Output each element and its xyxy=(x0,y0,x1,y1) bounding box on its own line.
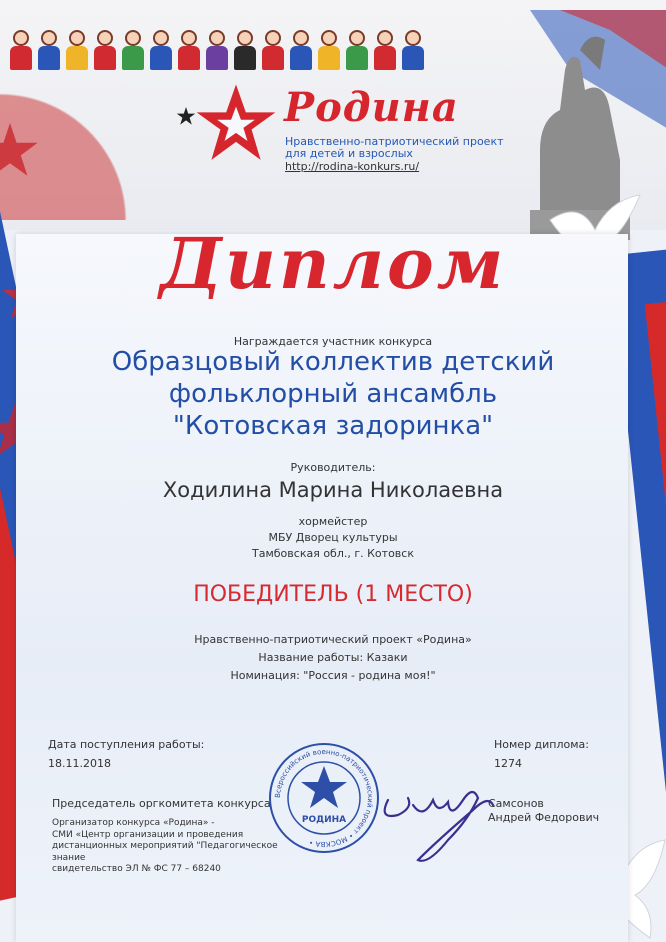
red-star-icon xyxy=(0,120,40,180)
location: Тамбовская обл., г. Котовск xyxy=(252,547,414,560)
svg-text:Всероссийский военно-патриотич: Всероссийский военно-патриотический проект • МОСКВА • xyxy=(273,747,375,849)
participant-name: Образцовый коллектив детский фольклорный ансамбль "Котовская задоринка" xyxy=(111,347,555,441)
date-label: Дата поступления работы: xyxy=(48,738,205,751)
leader-name: Ходилина Марина Николаевна xyxy=(162,478,504,502)
awarded-label: Награждается участник конкурса xyxy=(233,335,433,348)
work-title: Название работы: Казаки xyxy=(258,651,408,664)
signature-icon xyxy=(378,780,498,870)
date-value: 18.11.2018 xyxy=(48,757,111,770)
logo-star-icon xyxy=(195,82,277,164)
brand-subtitle: Нравственно-патриотический проект для детей и взрослых xyxy=(285,135,504,160)
seal-center-text: РОДИНА xyxy=(301,815,347,825)
seal-stamp xyxy=(268,742,380,854)
star-icon xyxy=(176,106,196,126)
diploma-number-value: 1274 xyxy=(494,757,522,770)
place-award: ПОБЕДИТЕЛЬ (1 МЕСТО) xyxy=(193,582,473,607)
leader-position: хормейстер xyxy=(298,515,368,528)
organizer-info: Организатор конкурса «Родина» - СМИ «Центр организации и проведения дистанционных мероприятий "Педагогическое знание свидетельство ЭЛ № ФС 77 – 68240 xyxy=(52,818,278,874)
nomination: Номинация: "Россия - родина моя!" xyxy=(230,669,436,682)
leader-label: Руководитель: xyxy=(290,461,376,474)
folk-figures-banner xyxy=(0,30,440,72)
brand-link[interactable]: http://rodina-konkurs.ru/ xyxy=(285,160,420,173)
chair-label: Председатель оргкомитета конкурса xyxy=(52,797,271,810)
diploma-number-label: Номер диплома: xyxy=(494,738,589,751)
signer-name: Самсонов Андрей Федорович xyxy=(488,797,600,824)
brand-name: Родина xyxy=(284,84,459,131)
organization: МБУ Дворец культуры xyxy=(268,531,398,544)
diploma-title: Диплом xyxy=(159,222,507,305)
project-name: Нравственно-патриотический проект «Родина» xyxy=(194,633,472,646)
